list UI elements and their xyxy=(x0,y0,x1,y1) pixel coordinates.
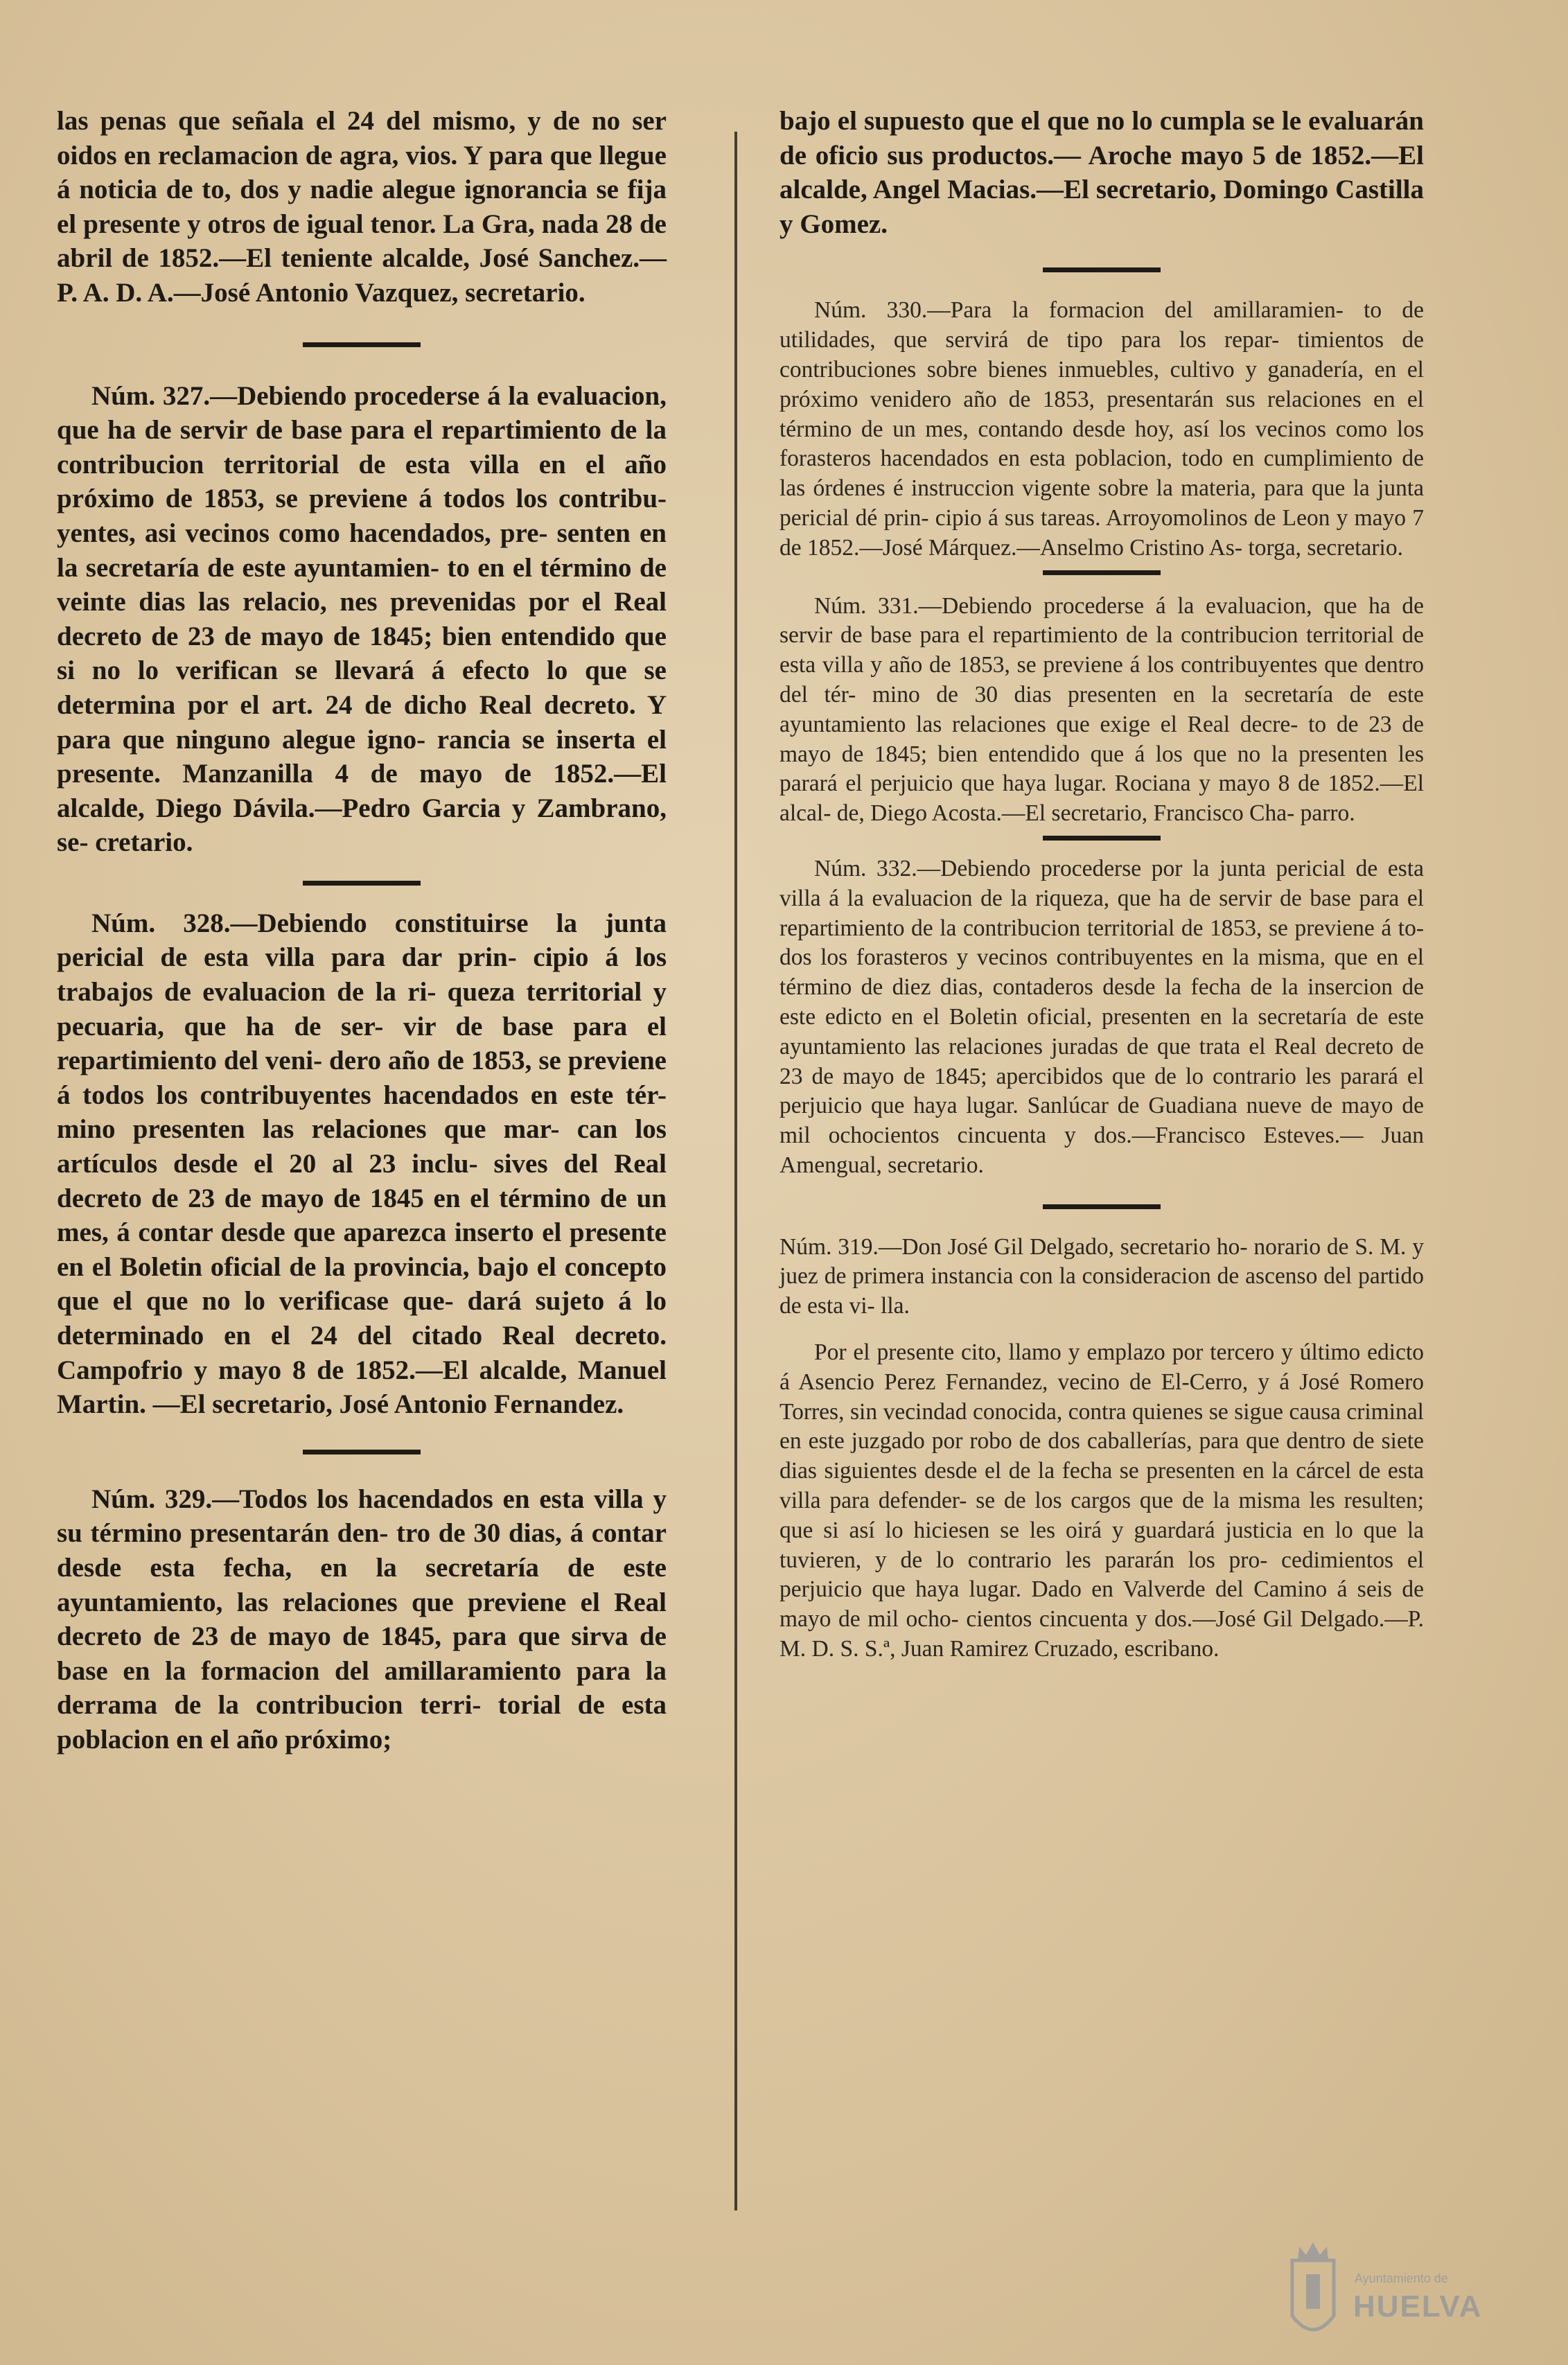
separator-rule xyxy=(1043,267,1161,272)
column-divider xyxy=(734,132,737,2210)
separator-rule xyxy=(1043,836,1161,841)
notice-319-heading: Núm. 319.—Don José Gil Delgado, secretario ho- norario de S. M. y juez de primera instancia con la consideracion de ascenso del partido de esta vi- lla. xyxy=(779,1233,1424,1319)
city-council-watermark xyxy=(1278,2233,1486,2357)
notice-329: Núm. 329.—Todos los hacendados en esta villa y su término presentarán den- tro de 30 dias, á contar desde esta fecha, en la secretaría de este ayuntamiento, las relaciones que previene el Real decreto de 23 de mayo de 1845, para que sirva de base en la formacion del amillaramiento para la derrama de la contribucion terri- torial de esta poblacion en el año próximo; xyxy=(57,1484,667,1755)
notice-continuation: las penas que señala el 24 del mismo, y de no ser oidos en reclamacion de agra, vios. Y para que llegue á noticia de to, dos y nadie alegue ignorancia se fija el presente y otros de igual tenor. La Gra, nada 28 de abril de 1852.—El teniente alcalde, José Sanchez.—P. A. D. A.—José Antonio Vazquez, secretario. xyxy=(57,106,667,308)
watermark-small-text: Ayuntamiento de xyxy=(1355,2271,1448,2285)
separator-rule xyxy=(1043,570,1161,575)
notice-327: Núm. 327.—Debiendo procederse á la evaluacion, que ha de servir de base para el repartimiento de la contribucion territorial de esta villa en el año próximo de 1853, se previene á todos los contribu- yentes, asi vecinos como hacendados, pre- senten en la secretaría de este ayuntamien- to en el término de veinte dias las relacio, nes prevenidas por el Real decreto de 23 de mayo de 1845; bien entendido que si no lo verifican se llevará á efecto lo que se determina por el art. 24 de dicho Real decreto. Y para que ninguno alegue igno- rancia se inserta el presente. Manzanilla 4 de mayo de 1852.—El alcalde, Diego Dávila.—Pedro Garcia y Zambrano, se- cretario. xyxy=(57,380,667,858)
separator-rule xyxy=(303,881,421,886)
coat-of-arms-icon xyxy=(1278,2233,1348,2350)
notice-328: Núm. 328.—Debiendo constituirse la junta pericial de esta villa para dar prin- cipio á los trabajos de evaluacion de la ri- queza territorial y pecuaria, que ha de ser- vir de base para el repartimiento del veni- dero año de 1853, se previene á todos los contribuyentes hacendados en este tér- mino presenten las relaciones que mar- can los artículos desde el 20 al 23 inclu- sives del Real decreto de 23 de mayo de 1845 en el término de un mes, á contar desde que aparezca inserto el presente en el Boletin oficial de la provincia, bajo el concepto que el que no lo verificase que- dará sujeto á lo determinado en el 24 del citado Real decreto. Campofrio y mayo 8 de 1852.—El alcalde, Manuel Martin. —El secretario, José Antonio Fernandez. xyxy=(57,908,667,1420)
separator-rule xyxy=(303,342,421,347)
left-column xyxy=(57,104,667,1757)
right-column xyxy=(779,104,1424,1664)
notice-330: Núm. 330.—Para la formacion del amillaramien- to de utilidades, que servirá de tipo para los repar- timientos de contribuciones sobre bienes inmuebles, cultivo y ganadería, en el próximo venidero año de 1853, presentarán sus relaciones en el término de un mes, contando desde hoy, así los vecinos como los forasteros hacendados en esta poblacion, todo en cumplimiento de las órdenes é instruccion vigente sobre la materia, para que la junta pericial dé prin- cipio á sus tareas. Arroyomolinos de Leon y mayo 7 de 1852.—José Márquez.—Anselmo Cristino As- torga, secretario. xyxy=(779,297,1424,561)
notice-331: Núm. 331.—Debiendo procederse á la evaluacion, que ha de servir de base para el repartimiento de la contribucion territorial de esta villa y año de 1853, se previene á los contribuyentes que dentro del tér- mino de 30 dias presenten en la secretaría de este ayuntamiento las relaciones que exige el Real decre- to de 23 de mayo de 1845; bien entendido que á los que no la presenten les parará el perjuicio que haya lugar. Rociana y mayo 8 de 1852.—El alcal- de, Diego Acosta.—El secretario, Francisco Cha- parro. xyxy=(779,592,1424,827)
notice-319-body: Por el presente cito, llamo y emplazo por tercero y último edicto á Asencio Perez Fernandez, vecino de El-Cerro, y á José Romero Torres, sin vecindad conocida, contra quienes se sigue causa criminal en este juzgado por robo de dos caballerías, para que dentro de siete dias siguientes desde el de la fecha se presenten en la cárcel de esta villa para defender- se de los cargos que de la misma les resulten; que si así lo hiciesen se les oirá y guardará justicia en lo que la tuvieren, y de lo contrario les pararán los pro- cedimientos el perjuicio que haya lugar. Dado en Valverde del Camino á seis de mayo de mil ocho- cientos cincuenta y dos.—José Gil Delgado.—P. M. D. S. S.ª, Juan Ramirez Cruzado, escribano. xyxy=(779,1339,1424,1662)
separator-rule xyxy=(303,1450,421,1454)
notice-332: Núm. 332.—Debiendo procederse por la junta pericial de esta villa á la evaluacion de la riqueza, que ha de servir de base para el repartimiento de la contribucion territorial de 1853, se previene á to- dos los forasteros y vecinos contribuyentes en la misma, que en el término de diez dias, contaderos desde la fecha de la insercion de este edicto en el Boletin oficial, presenten en la secretaría de este ayuntamiento las relaciones juradas de que trata el Real decreto de 23 de mayo de 1845; apercibidos que de lo contrario les parará el perjuicio que haya lugar. Sanlúcar de Guadiana nueve de mayo de mil ochocientos cincuenta y dos.—Francisco Esteves.— Juan Amengual, secretario. xyxy=(779,855,1424,1178)
notice-329-continuation: bajo el supuesto que el que no lo cumpla se le evaluarán de oficio sus productos.— Aroche mayo 5 de 1852.—El alcalde, Angel Macias.—El secretario, Domingo Castilla y Gomez. xyxy=(779,106,1424,239)
watermark-large-text: HUELVA xyxy=(1353,2289,1483,2323)
separator-rule xyxy=(1043,1204,1161,1209)
